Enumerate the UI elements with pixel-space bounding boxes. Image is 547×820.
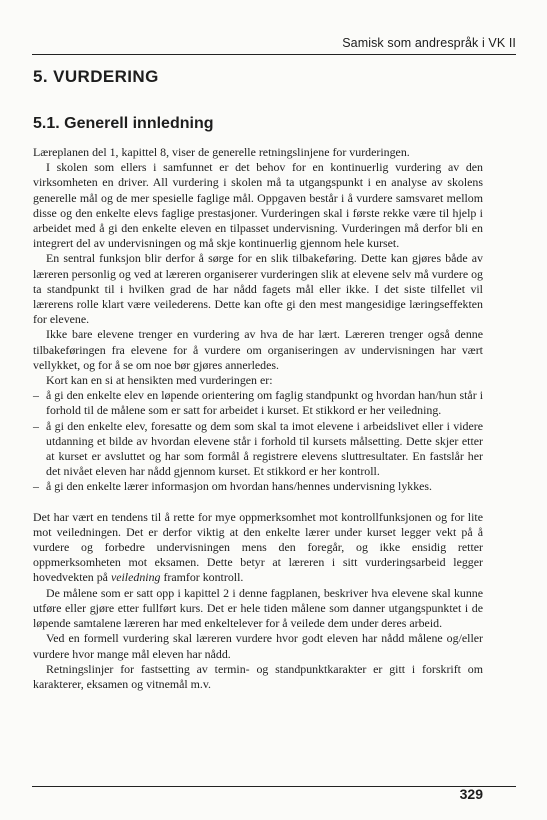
paragraph: Ved en formell vurdering skal læreren vurdere hvor godt eleven har nådd målene og/eller vurdere hvor mange mål eleven har nådd.	[33, 631, 483, 661]
footer-rule	[32, 786, 516, 787]
section-title: 5.1. Generell innledning	[33, 115, 214, 132]
paragraph: En sentral funksjon blir derfor å sørge for en slik tilbakeføring. Dette kan gjøres både av læreren personlig og ved at læreren organiserer vurderingen slik at elevene selv må vurdere og ta standpunkt til i hvilken grad de har nådd fagets mål eller ikke. I det siste tilfellet vil lærerens rolle klart være veilederens. Dette kan ofte gi den mest mangesidige læringseffekten for elevene.	[33, 251, 483, 327]
body-text	[33, 145, 483, 692]
paragraph: De målene som er satt opp i kapittel 2 i denne fagplanen, beskriver hva elevene skal kunne utføre eller gjøre etter fullført kurs. Det er hele tiden målene som danner utgangspunktet i de løpende samtalene læreren har med enkeltelever for å veilede dem under deres arbeid.	[33, 585, 483, 631]
paragraph: Kort kan en si at hensikten med vurderingen er:	[46, 373, 273, 388]
list-item	[33, 479, 483, 494]
chapter-title: 5. VURDERING	[33, 67, 159, 86]
list-item-text: å gi den enkelte elev en løpende orientering om faglig standpunkt og hvordan han/hun står i forhold til de målene som er satt for arbeidet i kurset. Et stikkord er her veiledning.	[46, 388, 483, 418]
dash-marker: –	[33, 418, 39, 433]
emphasis: veiledning	[110, 570, 161, 585]
running-header: Samisk som andrespråk i VK II	[342, 36, 516, 50]
list-item	[33, 388, 483, 418]
list-item-text: å gi den enkelte lærer informasjon om hvordan hans/hennes undervisning lykkes.	[46, 479, 433, 494]
list-item-text: å gi den enkelte elev, foresatte og dem som skal ta imot elevene i arbeidslivet eller i videre utdanning et bilde av hvordan elevene står i forhold til kursets målsetting. Dette skjer etter at kurset er avsluttet og har som formål å registrere elevens sluttresultater. En fastslår her det nivået eleven har nådd gjennom kurset. Et stikkord er her kontroll.	[46, 418, 483, 479]
dash-marker: –	[33, 479, 39, 494]
list-item	[33, 419, 483, 480]
paragraph-text: Det har vært en tendens til å rette for mye oppmerksomhet mot kontrollfunksjonen og for lite mot veiledningen. Det er derfor viktig at den enkelte lærer under kurset legger vekt på å vurdere og forbedre undervisningen mens den foregår, og ikke ensidig retter oppmerksomheten mot eksamen. Dette betyr at læreren i sitt vurderingsarbeid legger hovedvekten på	[33, 509, 483, 585]
header-rule	[32, 54, 516, 55]
paragraph: Retningslinjer for fastsetting av termin- og standpunktkarakter er gitt i forskrift om karakterer, eksamen og vitnemål m.v.	[33, 661, 483, 691]
purpose-list	[33, 388, 483, 494]
paragraph: Læreplanen del 1, kapittel 8, viser de generelle retningslinjene for vurderingen.	[33, 145, 410, 159]
page-number: 329	[459, 786, 483, 802]
paragraph: Ikke bare elevene trenger en vurdering av hva de har lært. Læreren trenger også denne tilbakeføringen fra elevene for å vurdere om organiseringen av undervisningen har vært vellykket, og for å se om noe bør gjøres annerledes.	[33, 327, 483, 372]
dash-marker: –	[33, 388, 39, 403]
paragraph: I skolen som ellers i samfunnet er det behov for en kontinuerlig vurdering av den virksomheten en driver. All vurdering i skolen må ta utgangspunkt i en analyse av skolens generelle mål og de mer spesielle faglige mål. Oppgaven består i å vurdere samsvaret mellom disse og den enkelte elevs faglige prestasjoner. Vurderingen skal i første rekke være til hjelp i arbeidet med å gi den enkelte eleven en tilpasset undervisning. Vurderingen må derfor bli en integrert del av undervisningen og må skje kontinuerlig gjennom hele kurset.	[33, 160, 483, 251]
paragraph	[33, 510, 483, 586]
paragraph-text-end: framfor kontroll.	[160, 570, 244, 585]
